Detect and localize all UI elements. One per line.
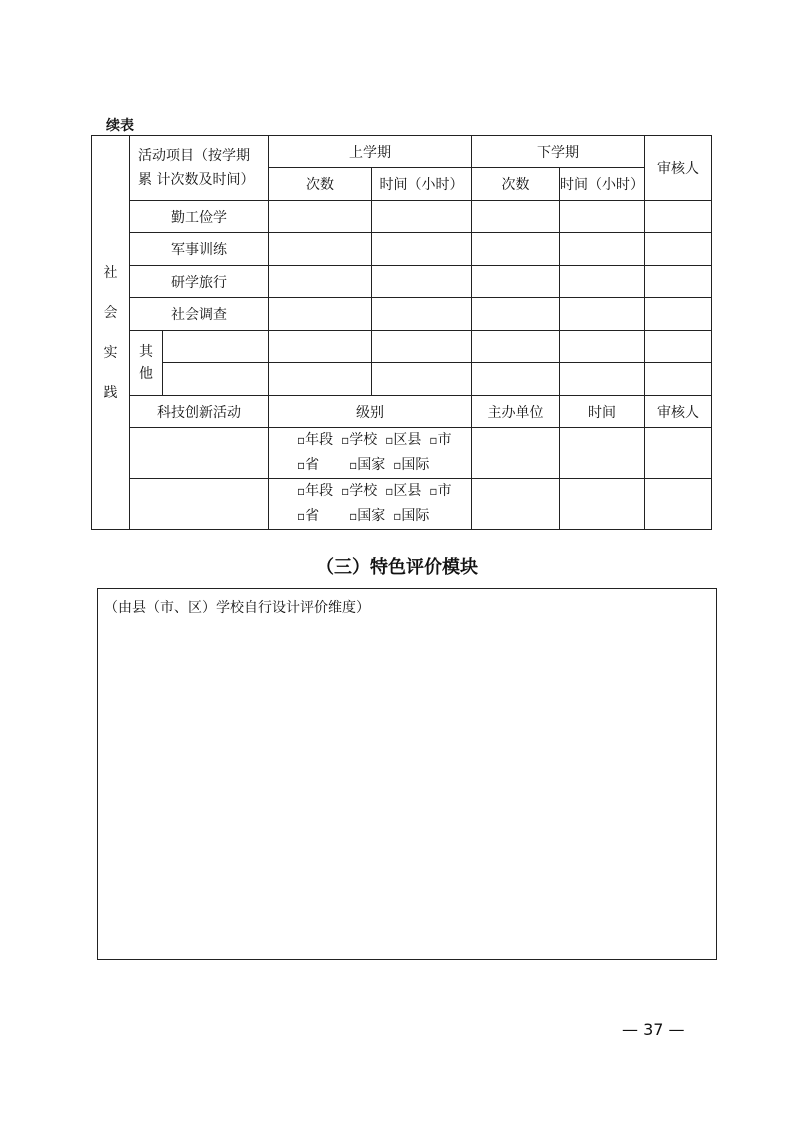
level-option[interactable] [385,479,421,504]
input-cell[interactable] [645,266,712,298]
level-label: 区县 [393,483,422,499]
level-option[interactable] [341,479,377,504]
category-cell [92,136,130,530]
input-cell[interactable] [372,298,472,331]
first-term-header: 上学期 [269,136,472,168]
level-option[interactable] [385,428,421,453]
other-label [130,331,163,396]
input-cell[interactable] [645,233,712,266]
checkbox-icon[interactable]: ▫ [297,433,306,447]
level-option[interactable] [297,479,333,504]
page-number: — 37 — [622,1020,685,1039]
level-label: 市 [437,483,452,499]
times-header: 次数 [472,168,560,201]
input-cell[interactable] [560,298,645,331]
input-cell[interactable] [472,428,560,479]
second-term-header: 下学期 [472,136,645,168]
level-option[interactable] [349,453,385,478]
input-cell[interactable] [560,428,645,479]
checkbox-icon[interactable]: ▫ [341,484,350,498]
input-cell[interactable] [269,201,372,233]
input-cell[interactable] [560,201,645,233]
tech-activity-input[interactable] [130,479,269,530]
level-label: 学校 [349,483,378,499]
input-cell[interactable] [472,331,560,363]
level-options [269,479,472,530]
input-cell[interactable] [472,266,560,298]
checkbox-icon[interactable]: ▫ [385,484,394,498]
level-label: 省 [305,457,320,473]
input-cell[interactable] [472,298,560,331]
input-cell[interactable] [269,266,372,298]
level-label: 市 [437,432,452,448]
times-header: 次数 [269,168,372,201]
level-label: 国际 [401,508,430,524]
input-cell[interactable] [472,363,560,396]
level-option[interactable] [393,453,429,478]
other-char: 他 [139,366,153,382]
level-label: 年段 [305,432,334,448]
input-cell[interactable] [372,233,472,266]
level-option[interactable] [297,428,333,453]
activity-label: 军事训练 [130,233,269,266]
checkbox-icon[interactable]: ▫ [429,433,438,447]
level-label: 区县 [393,432,422,448]
other-activity-input[interactable] [163,363,269,396]
input-cell[interactable] [560,233,645,266]
level-option[interactable] [429,479,451,504]
tech-activity-header: 科技创新活动 [130,396,269,428]
input-cell[interactable] [372,266,472,298]
level-option[interactable] [349,504,385,529]
reviewer-header: 审核人 [645,396,712,428]
category-char: 会 [103,304,118,321]
activity-label: 研学旅行 [130,266,269,298]
input-cell[interactable] [472,479,560,530]
input-cell[interactable] [269,298,372,331]
input-cell[interactable] [269,363,372,396]
continued-label: 续表 [106,118,134,134]
input-cell[interactable] [560,266,645,298]
input-cell[interactable] [372,331,472,363]
checkbox-icon[interactable]: ▫ [429,484,438,498]
input-cell[interactable] [645,428,712,479]
level-option[interactable] [341,428,377,453]
level-option[interactable] [297,453,319,478]
checkbox-icon[interactable]: ▫ [393,458,402,472]
box-note: （由县（市、区）学校自行设计评价维度） [104,600,370,616]
input-cell[interactable] [372,201,472,233]
time-header: 时间 [560,396,645,428]
level-options [269,428,472,479]
input-cell[interactable] [269,233,372,266]
section-title: （三）特色评价模块 [316,557,478,578]
checkbox-icon[interactable]: ▫ [297,458,306,472]
input-cell[interactable] [645,363,712,396]
input-cell[interactable] [560,331,645,363]
level-label: 国际 [401,457,430,473]
input-cell[interactable] [269,331,372,363]
feature-evaluation-box[interactable] [97,588,717,960]
checkbox-icon[interactable]: ▫ [349,458,358,472]
input-cell[interactable] [645,331,712,363]
level-label: 国家 [357,457,386,473]
activity-header-line: 累 计次数及时间） [138,172,255,188]
category-char: 践 [103,384,118,401]
reviewer-header: 审核人 [645,136,712,201]
input-cell[interactable] [372,363,472,396]
level-header: 级别 [269,396,472,428]
category-char: 社 [103,264,118,281]
input-cell[interactable] [645,201,712,233]
level-label: 省 [305,508,320,524]
social-practice-table [91,135,712,530]
checkbox-icon[interactable]: ▫ [393,509,402,523]
activity-label: 社会调查 [130,298,269,331]
checkbox-icon[interactable]: ▫ [297,484,306,498]
level-label: 国家 [357,508,386,524]
level-option[interactable] [393,504,429,529]
input-cell[interactable] [645,298,712,331]
checkbox-icon[interactable]: ▫ [385,433,394,447]
input-cell[interactable] [472,201,560,233]
input-cell[interactable] [560,363,645,396]
input-cell[interactable] [645,479,712,530]
other-char: 其 [139,344,153,360]
activity-header [130,136,269,201]
checkbox-icon[interactable]: ▫ [349,509,358,523]
tech-activity-input[interactable] [130,428,269,479]
hours-header: 时间（小时） [372,168,472,201]
category-char: 实 [103,344,118,361]
other-activity-input[interactable] [163,331,269,363]
level-option[interactable] [297,504,319,529]
level-label: 学校 [349,432,378,448]
organizer-header: 主办单位 [472,396,560,428]
checkbox-icon[interactable]: ▫ [297,509,306,523]
checkbox-icon[interactable]: ▫ [341,433,350,447]
hours-header: 时间（小时） [560,168,645,201]
input-cell[interactable] [560,479,645,530]
level-label: 年段 [305,483,334,499]
activity-header-line: 活动项目（按学期 [138,148,250,164]
input-cell[interactable] [472,233,560,266]
activity-label: 勤工俭学 [130,201,269,233]
level-option[interactable] [429,428,451,453]
